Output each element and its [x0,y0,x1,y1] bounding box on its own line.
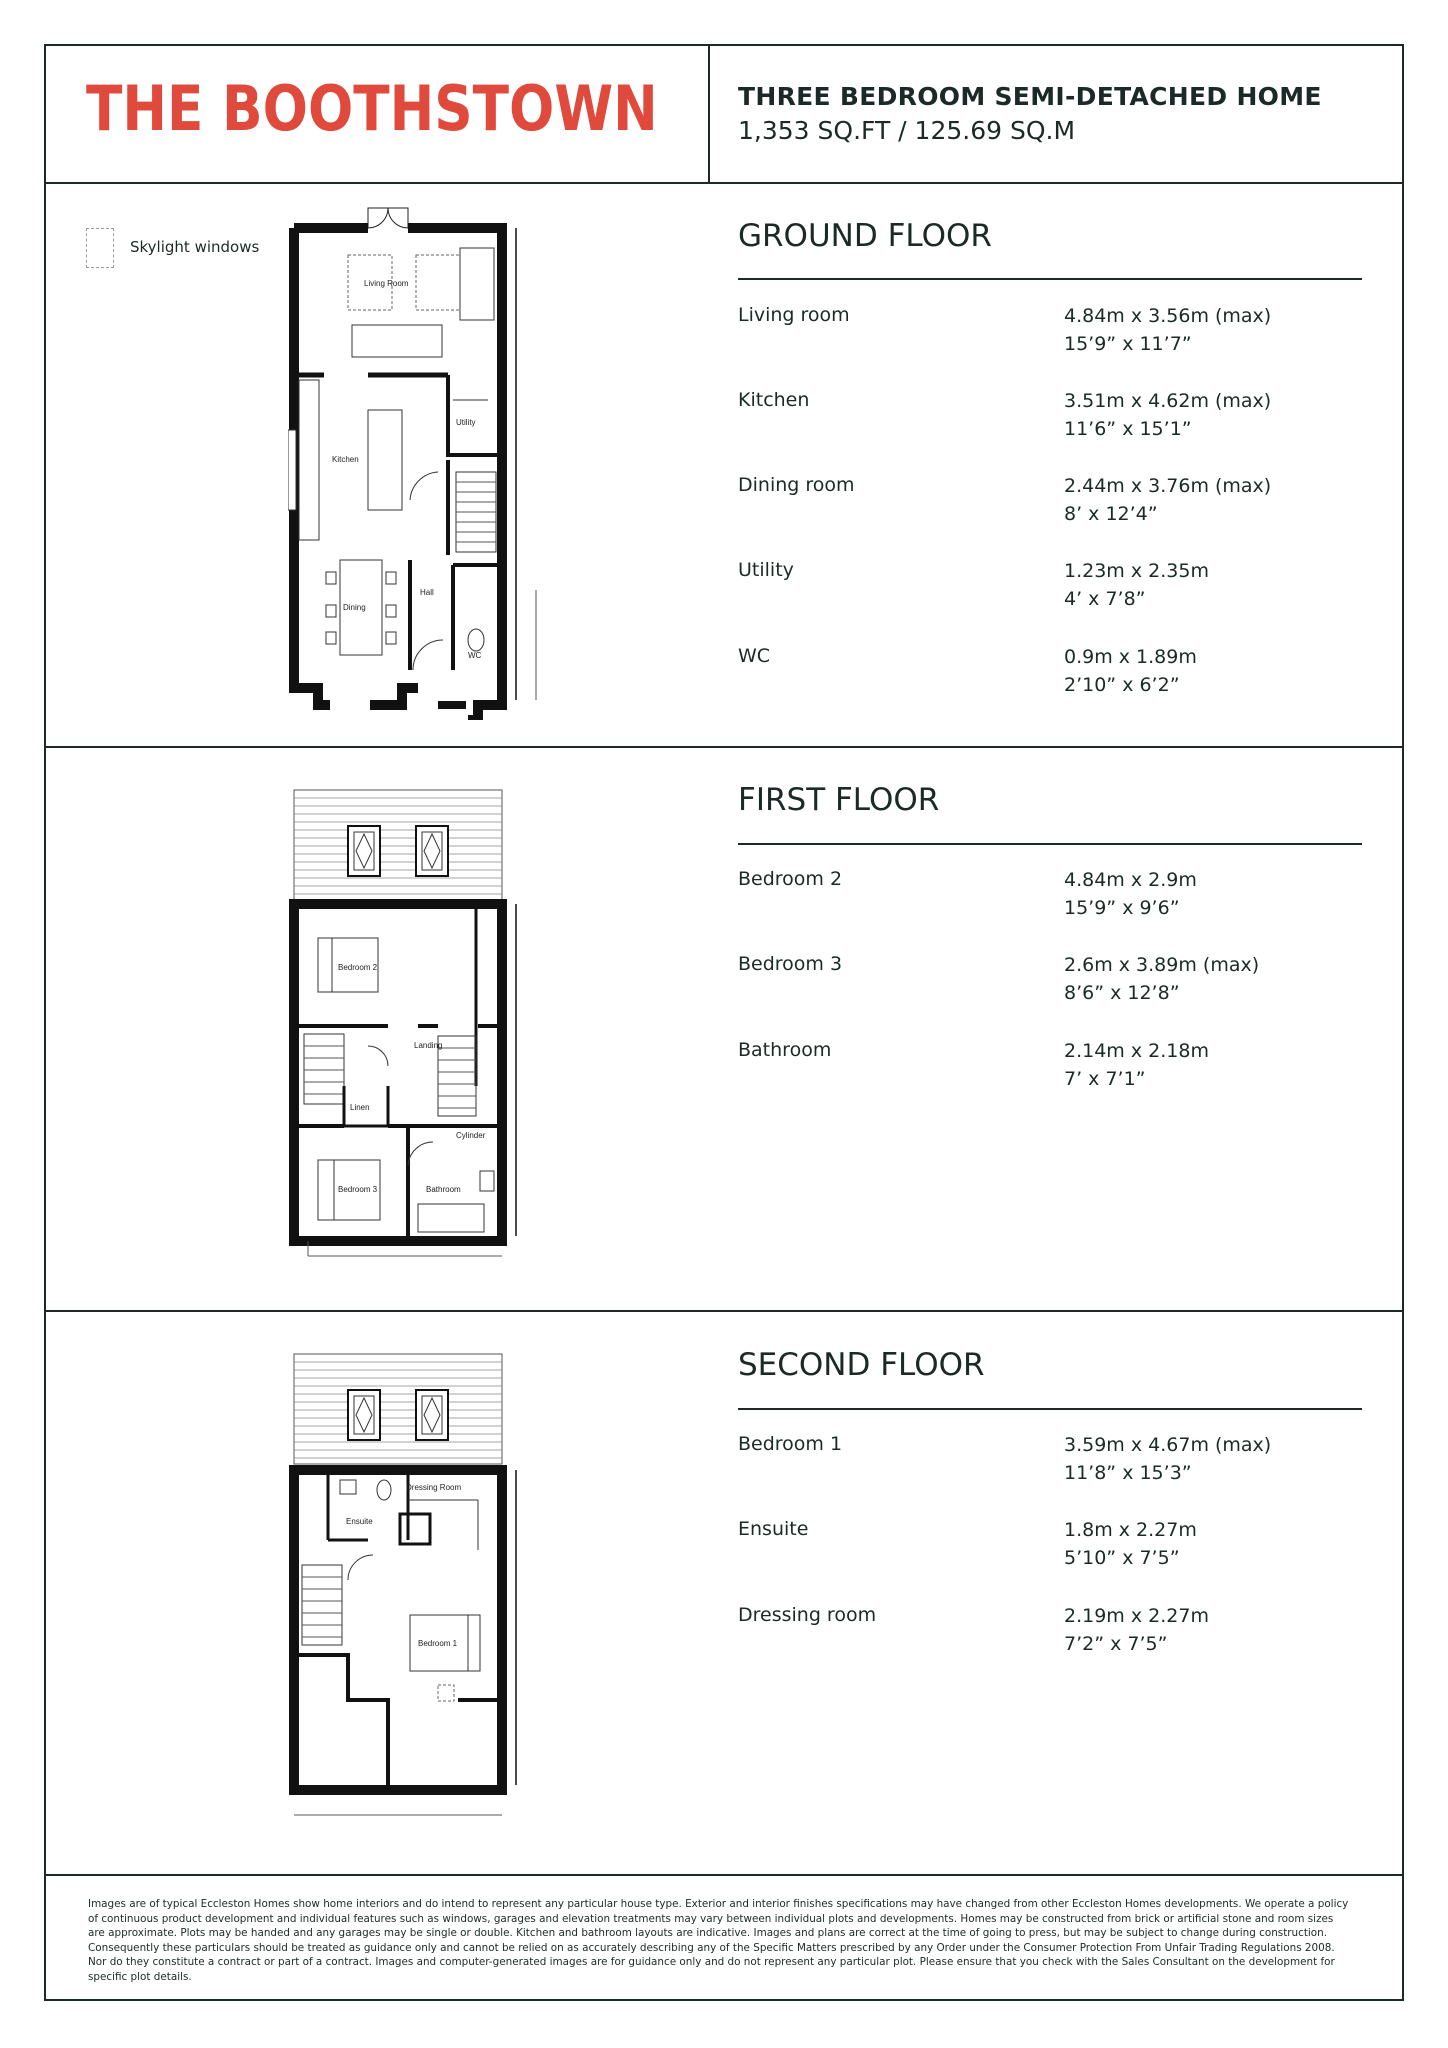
room-name: Dressing room [738,1604,877,1626]
room-dim: 2.19m x 2.27m 7’2” x 7’5” [1064,1605,1209,1655]
plan-label-bathroom: Bathroom [426,1185,461,1194]
room-name: Utility [738,559,794,581]
ground-floor-title: GROUND FLOOR [738,218,992,254]
room-dim: 4.84m x 2.9m 15’9” x 9’6” [1064,869,1197,919]
plan-label-bedroom1: Bedroom 1 [418,1639,458,1648]
plan-label-landing: Landing [414,1041,443,1050]
second-floor-title-rule [738,1408,1362,1410]
plan-label-bedroom3: Bedroom 3 [338,1185,378,1194]
room-name: Dining room [738,474,855,496]
second-floor-rule [44,1874,1404,1876]
brand-title: THE BOOTHSTOWN [86,72,658,145]
disclaimer-text: Images are of typical Eccleston Homes show home interiors and do intend to represent any particular house type. Exterior and interior finishes specifications may have changed from other Eccleston Homes developments. We operate a policy of continuous product development and individual features such as windows, garages and elevation treatments may vary between individual plots and developments. Homes may be constructed from brick or artificial stone and room sizes are approximate. Plots may be handed and any garages may be single or double. Kitchen and bathroom layouts are indicative. Images and plans are correct at the time of going to press, but may be subject to change during construction. Consequently these particulars should be treated as guidance only and cannot be relied on as accurately describing any of the Specific Matters prescribed by any Order under the Consumer Protection From Unfair Trading Regulations 2008. Nor do they constitute a contract or part of a contract. Images and computer-generated images are for guidance only and do not represent any particular plot. Please ensure that you check with the Sales Consultant on the development for specific plot details. [88,1898,1349,1983]
room-dim: 0.9m x 1.89m 2’10” x 6’2” [1064,646,1197,696]
plan-label-hall: Hall [420,588,434,597]
room-name: Bedroom 1 [738,1433,843,1455]
plan-label-wc: WC [468,651,482,660]
home-type: THREE BEDROOM SEMI-DETACHED HOME [738,82,1322,111]
skylight-legend-icon [86,228,114,268]
room-name: Bathroom [738,1039,832,1061]
room-name: WC [738,645,771,667]
room-dim: 1.23m x 2.35m 4’ x 7’8” [1064,560,1209,610]
room-name: Kitchen [738,389,810,411]
home-size: 1,353 SQ.FT / 125.69 SQ.M [738,116,1076,145]
plan-label-cylinder: Cylinder [456,1131,486,1140]
skylight-legend-label: Skylight windows [130,238,260,256]
room-name: Ensuite [738,1518,809,1540]
ground-floor-plan [288,200,548,720]
room-dim: 1.8m x 2.27m 5’10” x 7’5” [1064,1519,1197,1569]
first-floor-rule [44,1310,1404,1312]
plan-label-dressing: Dressing Room [406,1483,462,1492]
room-dim: 3.51m x 4.62m (max) 11’6” x 15’1” [1064,390,1272,440]
room-dim: 2.44m x 3.76m (max) 8’ x 12’4” [1064,475,1272,525]
room-dim: 3.59m x 4.67m (max) 11’8” x 15’3” [1064,1434,1272,1484]
room-dim: 2.6m x 3.89m (max) 8’6” x 12’8” [1064,954,1260,1004]
plan-label-kitchen: Kitchen [332,455,359,464]
header-divider [708,44,710,184]
second-floor-plan [288,1350,548,1850]
plan-label-living: Living Room [364,279,409,288]
first-floor-title: FIRST FLOOR [738,782,940,818]
plan-label-linen: Linen [350,1103,370,1112]
header-rule [44,182,1404,184]
first-floor-plan [288,786,548,1286]
plan-label-dining: Dining [343,603,366,612]
first-floor-title-rule [738,843,1362,845]
plan-label-ensuite: Ensuite [346,1517,373,1526]
plan-label-bedroom2: Bedroom 2 [338,963,378,972]
room-name: Bedroom 3 [738,953,843,975]
room-dim: 4.84m x 3.56m (max) 15’9” x 11’7” [1064,305,1272,355]
ground-floor-rule [44,746,1404,748]
room-name: Bedroom 2 [738,868,843,890]
second-floor-title: SECOND FLOOR [738,1347,985,1383]
plan-label-utility: Utility [456,418,476,427]
ground-floor-title-rule [738,278,1362,280]
room-dim: 2.14m x 2.18m 7’ x 7’1” [1064,1040,1209,1090]
room-name: Living room [738,304,850,326]
